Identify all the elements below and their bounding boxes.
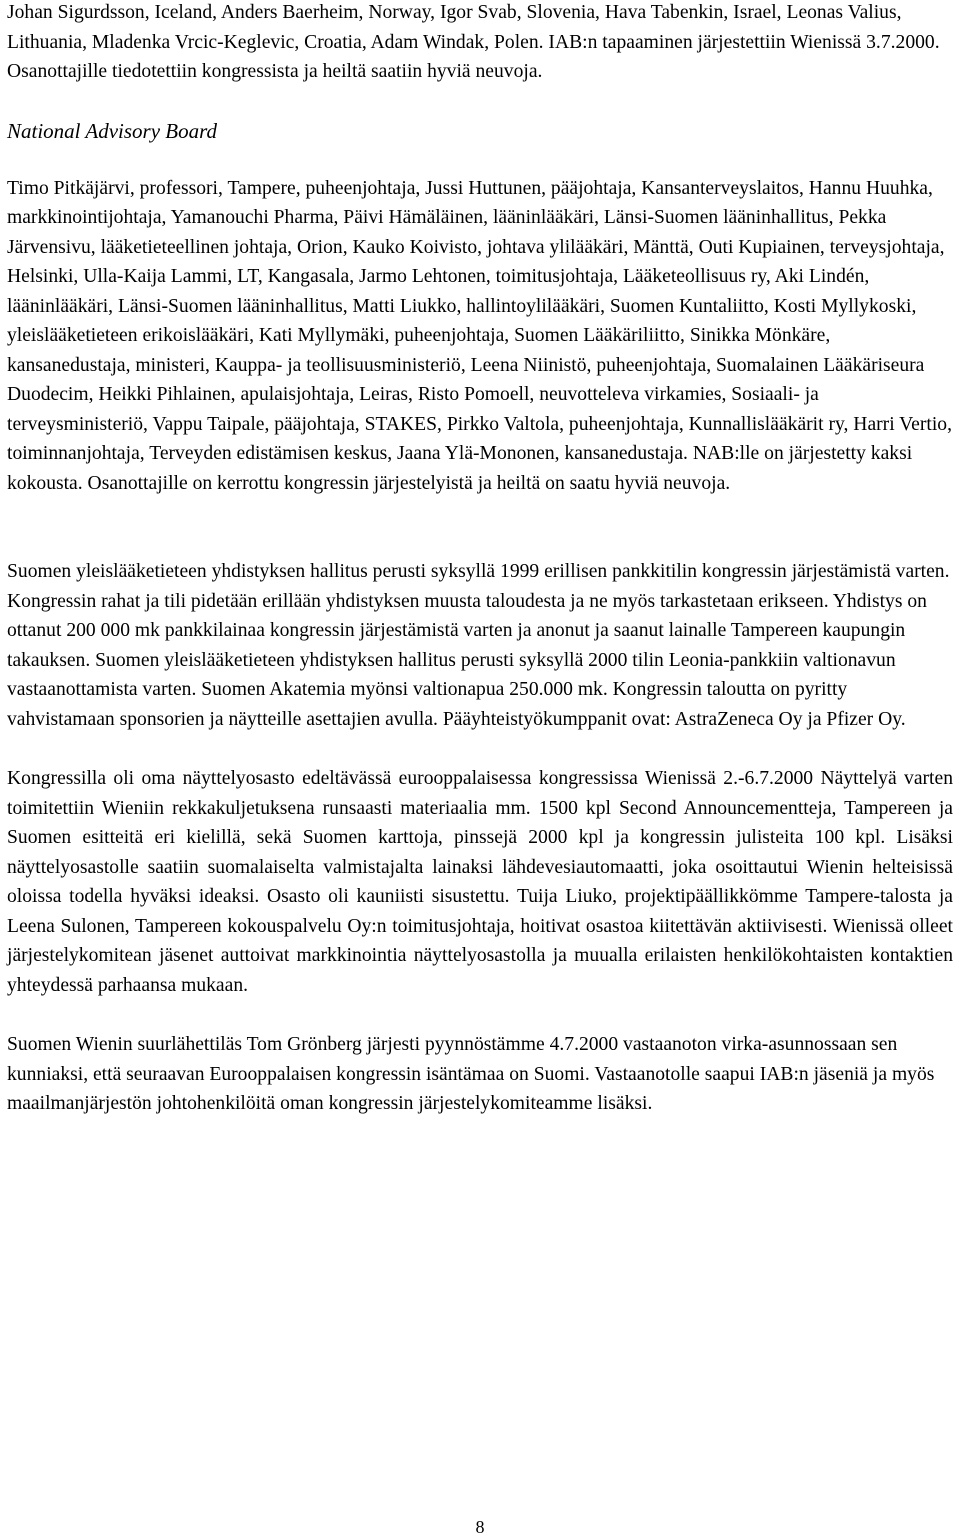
page-number: 8 bbox=[475, 1517, 485, 1537]
document-page bbox=[7, 0, 953, 1119]
finances-paragraph: Suomen yleislääketieteen yhdistyksen hallitus perusti syksyllä 1999 erillisen pankkitilin kongressin järjestämistä varten. Kongressin rahat ja tili pidetään erillään yhdistyksen muusta taloudesta ja ne myös tarkastetaan erikseen. Yhdistys on ottanut 200 000 mk pankkilainaa kongressin järjestämistä varten ja anonut ja saanut lainalle Tampereen kaupungin takauksen. Suomen yleislääketieteen yhdistyksen hallitus perusti syksyllä 2000 tilin Leonia-pankkiin valtionavun vastaanottamista varten. Suomen Akatemia myönsi valtionapua 250.000 mk. Kongressin taloutta on pyritty vahvistamaan sponsorien ja näytteille asettajien avulla. Pääyhteistyökumppanit ovat: AstraZeneca Oy ja Pfizer Oy. bbox=[7, 561, 950, 730]
section-heading-national-advisory-board: National Advisory Board bbox=[7, 118, 217, 143]
nab-members-paragraph: Timo Pitkäjärvi, professori, Tampere, puheenjohtaja, Jussi Huttunen, pääjohtaja, Kansanterveyslaitos, Hannu Huuhka, markkinointijohtaja, Yamanouchi Pharma, Päivi Hämäläinen, lääninlääkäri, Länsi-Suomen lääninhallitus, Pekka Järvensivu, lääketieteellinen johtaja, Orion, Kauko Koivisto, johtava ylilääkäri, Mänttä, Outi Kupiainen, terveysjohtaja, Helsinki, Ulla-Kaija Lammi, LT, Kangasala, Jarmo Lehtonen, toimitusjohtaja, Lääketeollisuus ry, Aki Lindén, lääninlääkäri, Länsi-Suomen lääninhallitus, Matti Liukko, hallintoylilääkäri, Suomen Kuntaliitto, Kosti Myllykoski, yleislääketieteen erikoislääkäri, Kati Myllymäki, puheenjohtaja, Suomen Lääkäriliitto, Sinikka Mönkäre, kansanedustaja, ministeri, Kauppa- ja teollisuusministeriö, Leena Niinistö, puheenjohtaja, Suomalainen Lääkäriseura Duodecim, Heikki Pihlainen, apulaisjohtaja, Leiras, Risto Pomoell, neuvotteleva virkamies, Sosiaali- ja terveysministeriö, Vappu Taipale, pääjohtaja, STAKES, Pirkko Valtola, puheenjohtaja, Kunnallislääkärit ry, Harri Vertio, toiminnanjohtaja, Terveyden edistämisen keskus, Jaana Ylä-Mononen, kansanedustaja. NAB:lle on järjestetty kaksi kokousta. Osanottajille on kerrottu kongressin järjestelyistä ja heiltä on saatu hyviä neuvoja. bbox=[7, 177, 952, 494]
exhibition-paragraph: Kongressilla oli oma näyttelyosasto edeltävässä eurooppalaisessa kongressissa Wienissä 2.-6.7.2000 Näyttelyä varten toimitettiin Wieniin rekkakuljetuksena runsaasti materiaalia mm. 1500 kpl Second Announcementteja, Tampereen ja Suomen esitteitä eri kielillä, sekä Suomen karttoja, pinssejä 2000 kpl ja kongressin julisteita 100 kpl. Lisäksi näyttelyosastolle saatiin suomalaiselta valmistajalta lainaksi lähdevesiautomaatti, joka osoittautui Wienin helteisissä oloissa todella hyväksi ideaksi. Osasto oli kauniisti sisustettu. Tuija Liuko, projektipäällikkömme Tampere-talosta ja Leena Sulonen, Tampereen kokouspalvelu Oy:n toimitusjohtaja, hoitivat osastoa kiitettävän aktiivisesti. Wienissä olleet järjestelykomitean jäsenet auttoivat markkinointia näyttelyosastolla ja muualla erilaisten henkilökohtaisten kontaktien yhteydessä parhaansa mukaan. bbox=[7, 768, 953, 996]
embassy-reception-paragraph: Suomen Wienin suurlähettiläs Tom Grönberg järjesti pyynnöstämme 4.7.2000 vastaanoton virka-asunnossaan sen kunniaksi, että seuraavan Eurooppalaisen kongressin isäntämaa on Suomi. Vastaanotolle saapui IAB:n jäseniä ja myös maailmanjärjestön johtohenkilöitä oman kongressin järjestelykomiteamme lisäksi. bbox=[7, 1034, 935, 1114]
delegates-paragraph: Johan Sigurdsson, Iceland, Anders Baerheim, Norway, Igor Svab, Slovenia, Hava Tabenkin, Israel, Leonas Valius, Lithuania, Mladenka Vrcic-Keglevic, Croatia, Adam Windak, Polen. IAB:n tapaaminen järjestettiin Wienissä 3.7.2000. Osanottajille tiedotettiin kongressista ja heiltä saatiin hyviä neuvoja. bbox=[7, 2, 940, 82]
